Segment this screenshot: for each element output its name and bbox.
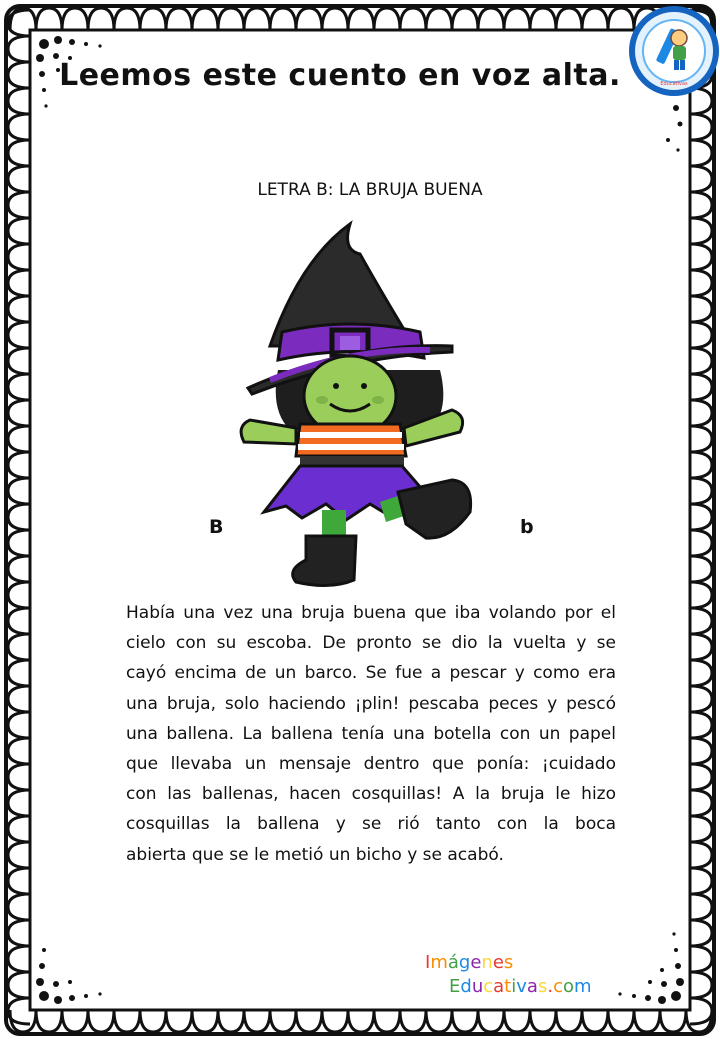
brand-line-1: Imágenes (425, 952, 514, 973)
lowercase-letter: b (520, 516, 534, 538)
story-line: cielo con su escoba. De pronto se dio la vuelta y se (126, 633, 616, 654)
story-line: que llevaba un mensaje dentro que ponía: ¡cuidado (126, 753, 616, 774)
story-line: una ballena. La ballena tenía una botella con un papel (126, 723, 616, 744)
story-line: una bruja, solo haciendo ¡plin! pescaba peces y pescó (126, 693, 616, 714)
story-line: cayó encima de un barco. Se fue a pescar y como era (126, 663, 616, 684)
story-line: con las ballenas, hacen cosquillas! A la bruja le hizo (126, 784, 616, 805)
story-line: cosquillas la ballena y se rió tanto con la boca (126, 814, 616, 835)
uppercase-letter: B (209, 516, 224, 538)
story-line: abierta que se le metió un bicho y se acabó. (126, 844, 504, 865)
witch-illustration-icon (230, 220, 490, 590)
brand-line-2: Educativas.com (449, 976, 592, 997)
story-text (126, 598, 616, 870)
story-line: Había una vez una bruja buena que iba volando por el (126, 603, 616, 623)
svg-text:Educativas: Educativas (660, 81, 688, 87)
story-heading: LETRA B: LA BRUJA BUENA (257, 180, 483, 200)
brand-watermark (425, 952, 645, 1004)
page-title: Leemos este cuento en voz alta. (59, 58, 621, 93)
